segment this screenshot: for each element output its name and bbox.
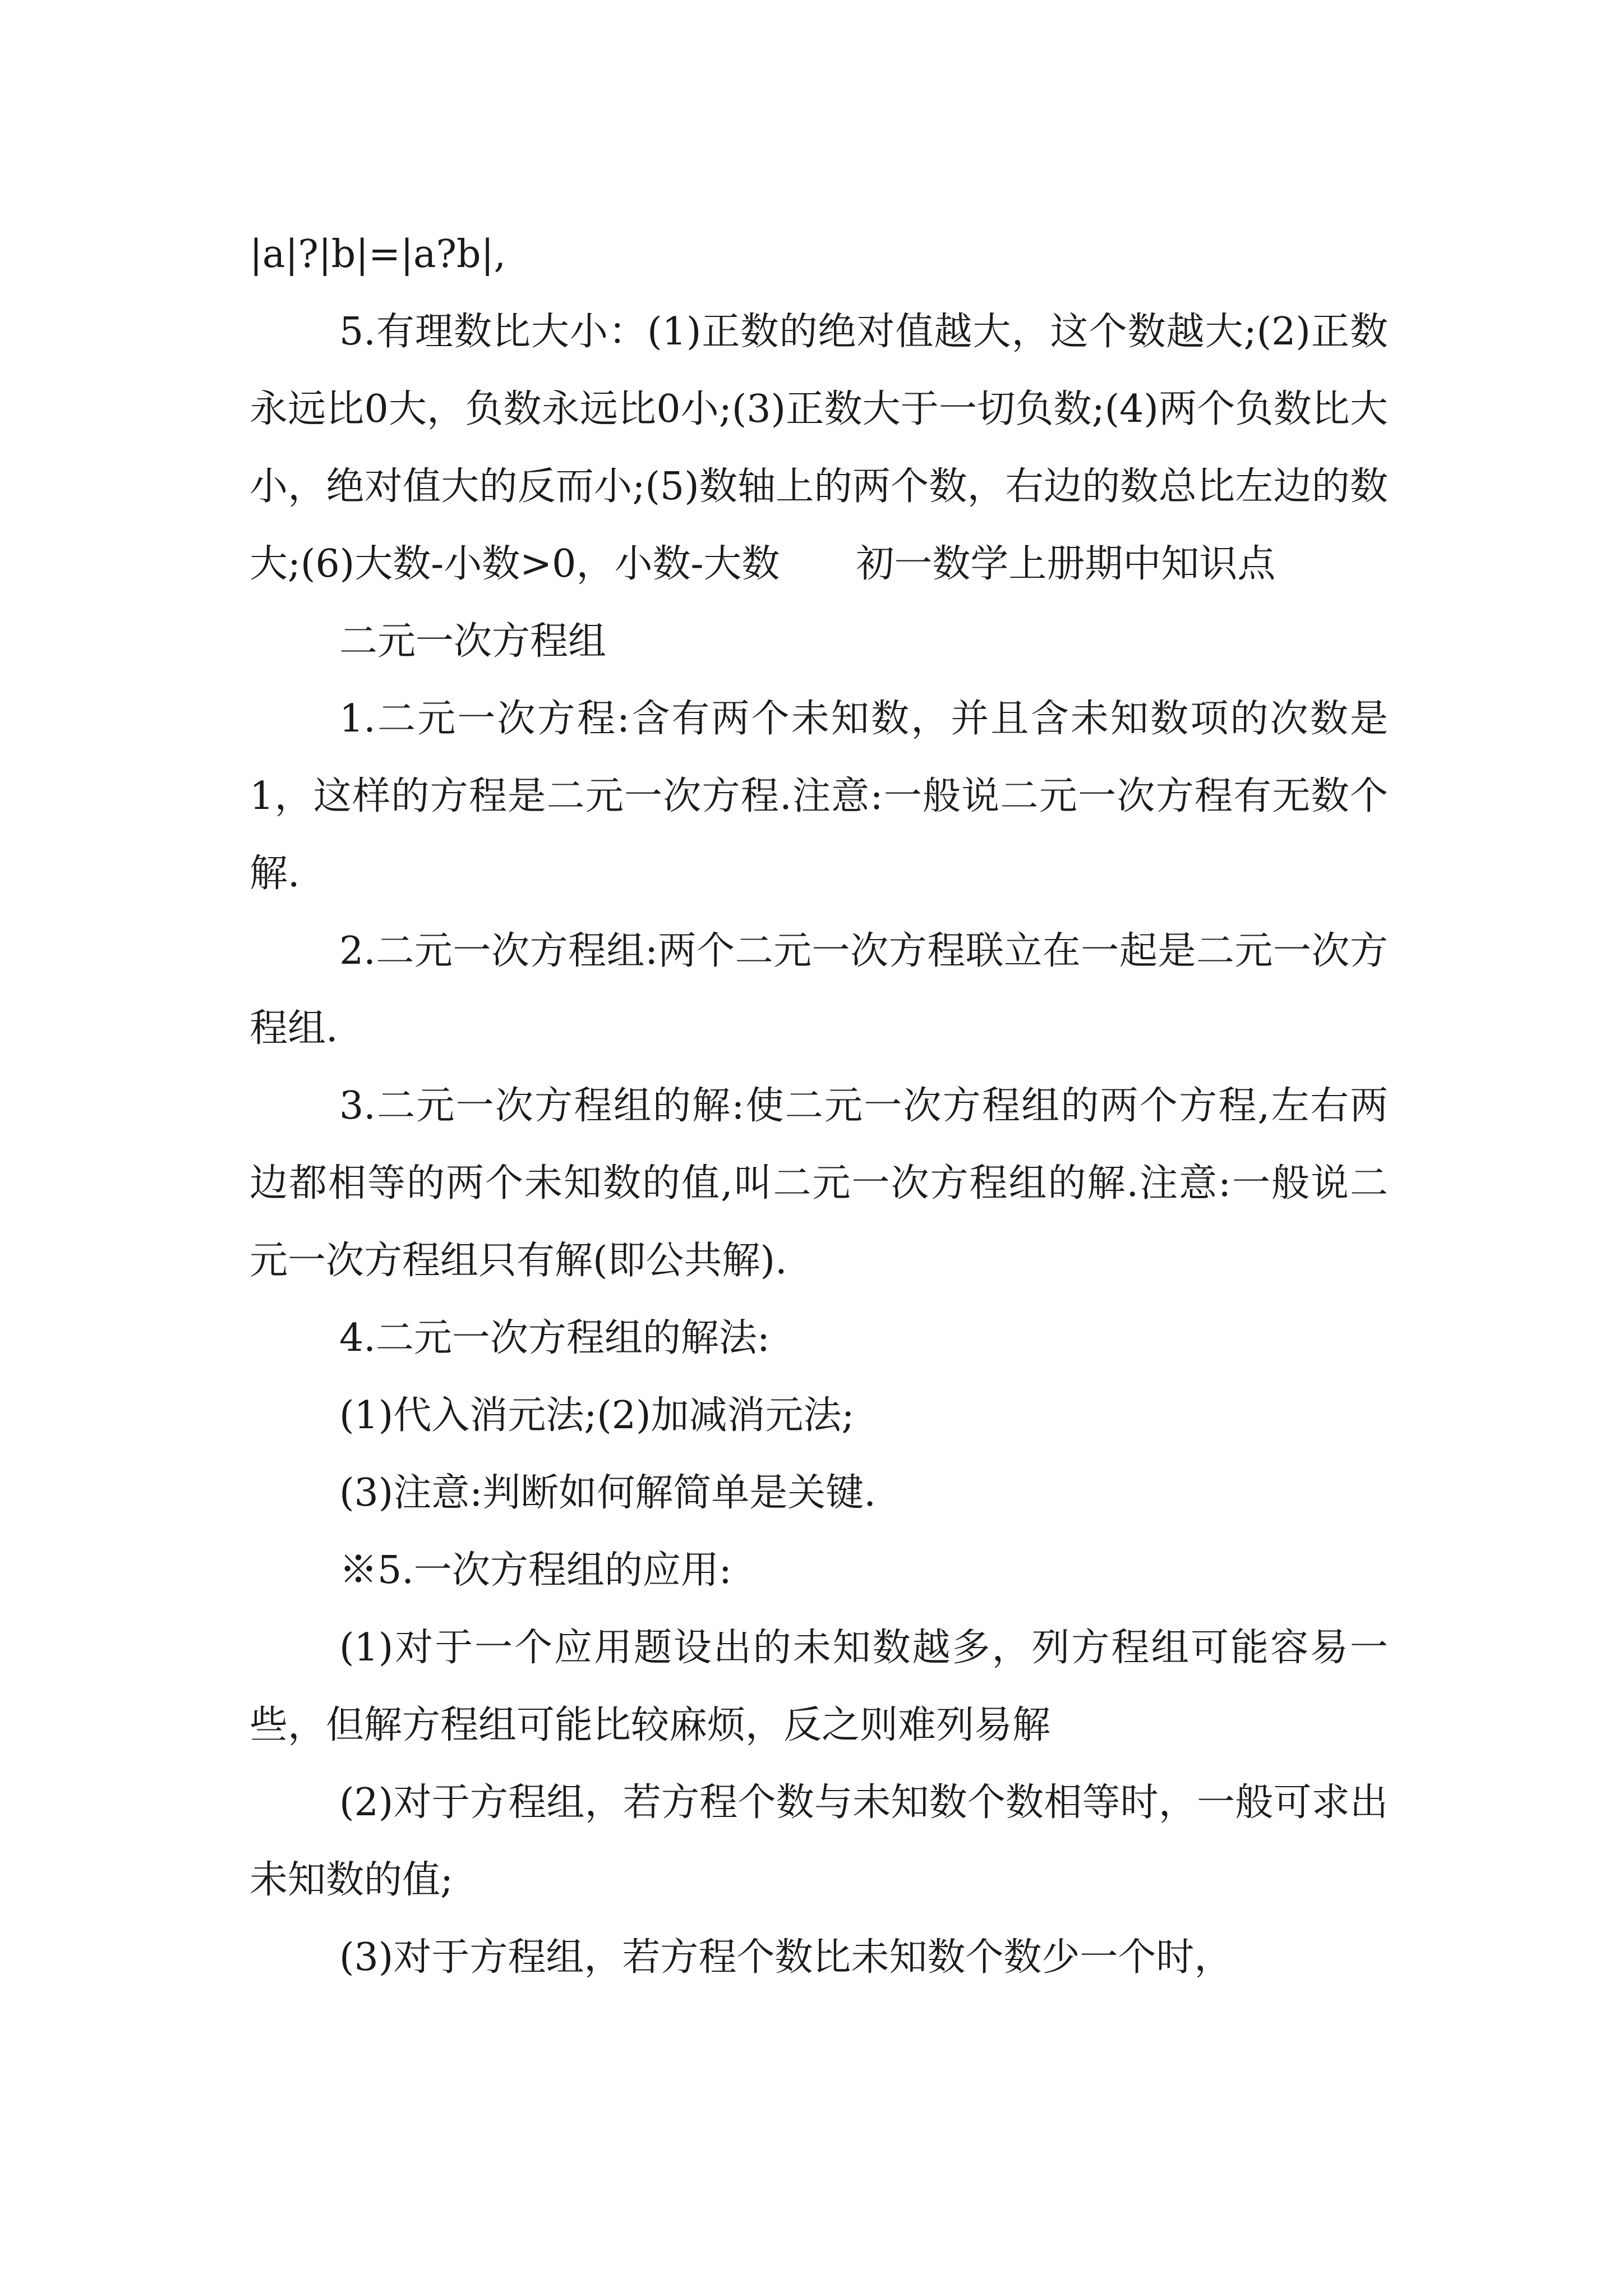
paragraph-equation-system: 2.二元一次方程组:两个二元一次方程联立在一起是二元一次方程组.	[250, 929, 1388, 1051]
paragraph-application-3: (3)对于方程组，若方程个数比未知数个数少一个时，	[339, 1935, 1233, 1980]
paragraph-method-1-2: (1)代入消元法;(2)加减消元法;	[339, 1393, 855, 1438]
paragraph-solving-methods: 4.二元一次方程组的解法:	[339, 1316, 770, 1360]
section-heading: 二元一次方程组	[339, 619, 607, 664]
paragraph-abs-product: |a|?|b|=|a?b|,	[250, 232, 506, 277]
paragraph-rational-compare: 5.有理数比大小：(1)正数的绝对值越大，这个数越大;(2)正数永远比0大，负数永远比0小;(3)正数大于一切负数;(4)两个负数比大小，绝对值大的反而小;(5)数轴上的两个数，右边的数总比左边的数大;(6)大数-小数>0，小数-大数 初一数学上册期中知识点	[250, 310, 1388, 586]
paragraph-linear-equation: 1.二元一次方程:含有两个未知数，并且含未知数项的次数是1，这样的方程是二元一次方程.注意:一般说二元一次方程有无数个解.	[250, 697, 1388, 896]
paragraph-method-3: (3)注意:判断如何解简单是关键.	[339, 1471, 876, 1515]
paragraph-application-1: (1)对于一个应用题设出的未知数越多，列方程组可能容易一些，但解方程组可能比较麻烦，反之则难列易解	[250, 1626, 1388, 1747]
document-body	[250, 216, 1388, 1996]
paragraph-application: ※5.一次方程组的应用:	[339, 1548, 732, 1593]
paragraph-system-solution: 3.二元一次方程组的解:使二元一次方程组的两个方程,左右两边都相等的两个未知数的值,叫二元一次方程组的解.注意:一般说二元一次方程组只有解(即公共解).	[250, 1084, 1388, 1283]
paragraph-application-2: (2)对于方程组，若方程个数与未知数个数相等时，一般可求出未知数的值;	[250, 1780, 1388, 1902]
